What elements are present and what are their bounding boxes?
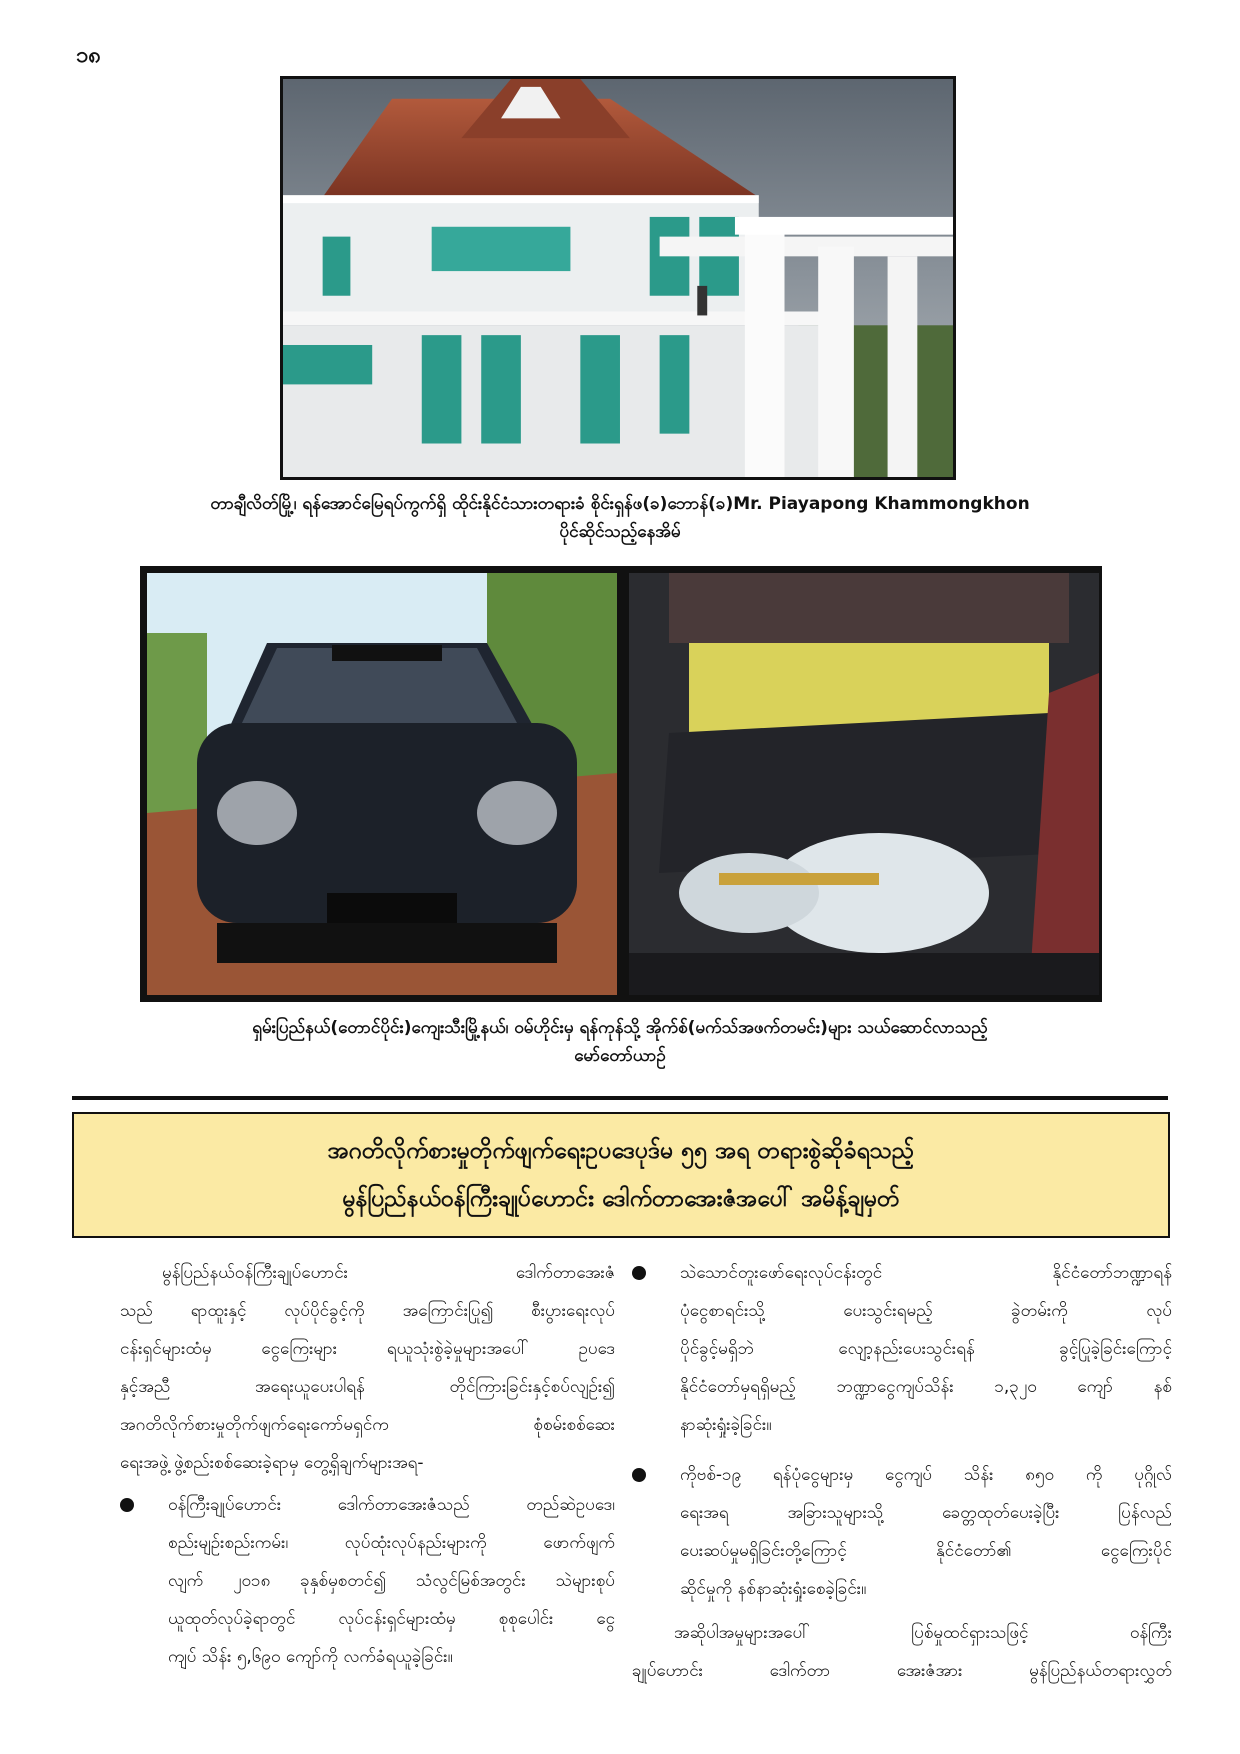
closing-line: အဆိုပါအမှုများအပေါ် ပြစ်မှုထင်ရှားသဖြင့် ဝန်ကြီး [674,1623,1172,1643]
bullet-line: ယူထုတ်လုပ်ခဲ့ရာတွင် လုပ်ငန်းရှင်များထံမှ စုစုပေါင်း ငွေ [168,1609,615,1629]
car-caption [100,1014,1140,1070]
bullet-line: ရေးအရ အခြားသူများသို့ ခေတ္တထုတ်ပေးခဲ့ပြီး ပြန်လည် [680,1503,1172,1523]
article-headline [72,1112,1170,1238]
car-caption-line-2: မော်တော်ယာဉ် [574,1046,666,1066]
bullet-dot [120,1498,134,1512]
intro-line: သည် ရာထူးနှင့် လုပ်ပိုင်ခွင့်ကို အကြောင်းပြု၍ စီးပွားရေးလုပ် [120,1301,615,1321]
bullet-line: လျက် ၂၀၁၈ ခုနှစ်မှစတင်၍ သံလွင်မြစ်အတွင်း သဲများစုပ် [168,1571,615,1591]
car-photo-frame [140,566,1102,1002]
house-caption-line-2: ပိုင်ဆိုင်သည့်နေအိမ် [559,522,681,542]
house-photo [280,76,956,480]
bullet-item [632,1456,1172,1608]
closing-paragraph [632,1614,1172,1690]
bullet-line: နာဆုံးရှုံးခဲ့ခြင်း။ [680,1415,772,1435]
intro-line: ရေးအဖွဲ့ ဖွဲ့စည်းစစ်ဆေးခဲ့ရာမှ တွေ့ရှိချက်များအရ- [120,1453,424,1473]
car-caption-line-1: ရှမ်းပြည်နယ်(တောင်ပိုင်း)ကျေးသီးမြို့နယ်၊ ဝမ်ဟိုင်းမှ ရန်ကုန်သို့ အိုက်စ်(မက်သ်အဖက်တမင်း)များ သယ်ဆောင်လာသည့် [252,1018,988,1038]
intro-line: အဂတိလိုက်စားမှုတိုက်ဖျက်ရေးကော်မရှင်က စုံစမ်းစစ်ဆေး [120,1415,615,1435]
bullet-line: ပုံငွေစာရင်းသို့ ပေးသွင်းရမည့် ခွဲတမ်းကို လုပ် [680,1301,1172,1321]
house-caption-line-1: တာချီလိတ်မြို့၊ ရန်အောင်မြေရပ်ကွက်ရှိ ထိုင်းနိုင်ငံသားတရားခံ စိုင်းရှန်ဖ(ခ)ဘောန်(ခ)Mr. Piayapong Khammongkhon [210,494,1030,514]
right-column [632,1254,1172,1690]
car-trunk-photo [629,573,1099,995]
house-caption [100,490,1140,546]
bullet-line: ကိုဗစ်-၁၉ ရန်ပုံငွေများမှ ငွေကျပ် သိန်း ၈၅၀ ကို ပုဂ္ဂိုလ် [680,1465,1172,1485]
headline-line-1: အဂတိလိုက်စားမှုတိုက်ဖျက်ရေးဥပဒေပုဒ်မ ၅၅ အရ တရားစွဲဆိုခံရသည့် [327,1137,915,1164]
headline-line-2: မွန်ပြည်နယ်ဝန်ကြီးချုပ်ဟောင်း ဒေါက်တာအေးဇံအပေါ် အမိန့်ချမှတ် [342,1185,900,1212]
bullet-line: သဲသောင်တူးဖော်ရေးလုပ်ငန်းတွင် နိုင်ငံတော်ဘဏ္ဍာရန် [680,1263,1172,1283]
bullet-dot [632,1266,646,1280]
page-number: ၁၈ [76,43,101,68]
section-divider [72,1096,1168,1100]
bullet-line: ဝန်ကြီးချုပ်ဟောင်း ဒေါက်တာအေးဇံသည် တည်ဆဲဥပဒေ၊ [168,1495,615,1515]
bullet-line: ပိုင်ခွင့်မရှိဘဲ လျော့နည်းပေးသွင်းရန် ခွင့်ပြုခဲ့ခြင်းကြောင့် [680,1339,1172,1359]
closing-line: ချုပ်ဟောင်း ဒေါက်တာ အေးဇံအား မွန်ပြည်နယ်တရားလွှတ် [632,1661,1172,1681]
intro-line: မွန်ပြည်နယ်ဝန်ကြီးချုပ်ဟောင်း ဒေါက်တာအေးဇံ [162,1263,615,1283]
bullet-line: နိုင်ငံတော်မှရရှိမည့် ဘဏ္ဍာငွေကျပ်သိန်း ၁,၃၂၀ ကျော် နစ် [680,1377,1172,1397]
intro-line: နှင့်အညီ အရေးယူပေးပါရန် တိုင်ကြားခြင်းနှင့်စပ်လျဉ်း၍ [120,1377,615,1397]
bullet-line: ဆိုင်မှုကို နစ်နာဆုံးရှုံးစေခဲ့ခြင်း။ [680,1579,867,1599]
left-column [120,1254,615,1676]
bullet-item [120,1486,615,1676]
car-front-photo [147,573,617,995]
bullet-item [632,1254,1172,1444]
bullet-line: ပေးဆပ်မှုမရှိခြင်းတို့ကြောင့် နိုင်ငံတော်၏ ငွေကြေးပိုင် [680,1541,1172,1561]
intro-paragraph [120,1254,615,1482]
bullet-dot [632,1468,646,1482]
bullet-line: ကျပ် သိန်း ၅,၆၉၀ ကျော်ကို လက်ခံရယူခဲ့ခြင်း။ [168,1647,453,1667]
bullet-line: စည်းမျဉ်းစည်းကမ်း၊ လုပ်ထုံးလုပ်နည်းများကို ဖောက်ဖျက် [168,1533,615,1553]
intro-line: ငန်းရှင်များထံမှ ငွေကြေးများ ရယူသုံးစွဲခဲ့မှုများအပေါ် ဥပဒေ [120,1339,615,1359]
